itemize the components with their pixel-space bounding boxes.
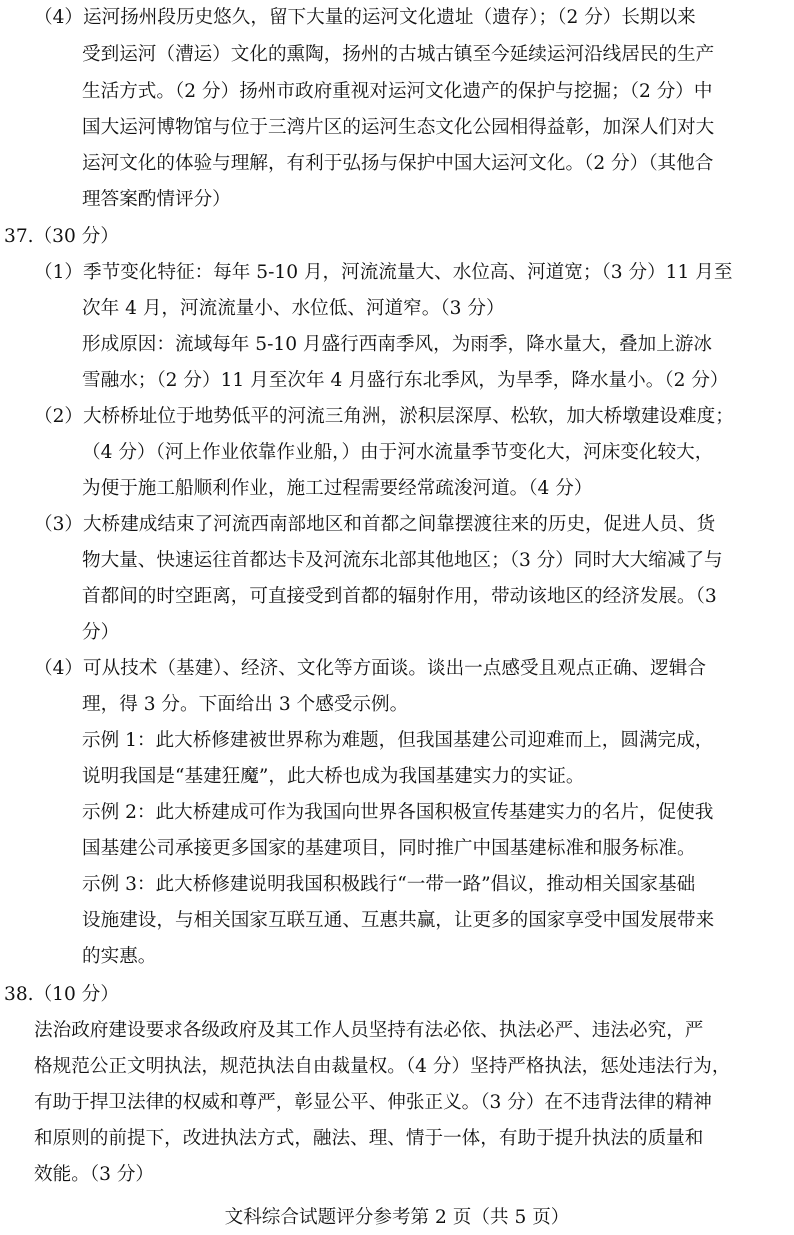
q38-line-1: 法治政府建设要求各级政府及其工作人员坚持有法必依、执法必严、违法必究，严 [34,1020,704,1041]
q37-3-line-1: （3）大桥建成结束了河流西南部地区和首都之间靠摆渡往来的历史，促进人员、货 [34,514,716,535]
q37-3-line-2: 物大量、快速运往首都达卡及河流东北部其他地区；（3 分）同时大大缩减了与 [82,550,723,571]
q37-heading: 37.（30 分） [4,226,119,247]
page-footer: 文科综合试题评分参考第 2 页（共 5 页） [224,1207,570,1228]
q37-2-line-3: 为便于施工船顺利作业，施工过程需要经常疏浚河道。（4 分） [82,478,593,499]
q37-1-line-1: （1）季节变化特征：每年 5-10 月，河流流量大、水位高、河道宽；（3 分）11 月至 [34,262,733,283]
q37-3-line-4: 分） [82,622,120,643]
q36-4-line-3: 生活方式。（2 分）扬州市政府重视对运河文化遗产的保护与挖掘；（2 分）中 [82,81,713,102]
q36-4-line-1: （4）运河扬州段历史悠久，留下大量的运河文化遗址（遗存）；（2 分）长期以来 [34,7,696,28]
q37-1-line-4: 雪融水；（2 分）11 月至次年 4 月盛行东北季风，为旱季，降水量小。（2 分） [82,370,729,391]
q36-4-line-4: 国大运河博物馆与位于三湾片区的运河生态文化公园相得益彰，加深人们对大 [82,117,715,138]
q36-4-line-6: 理答案酌情评分） [82,189,231,210]
q37-2-line-1: （2）大桥桥址位于地势低平的河流三角洲，淤积层深厚、松软，加大桥墩建设难度； [34,406,734,427]
q37-2-line-2: （4 分）（河上作业依靠作业船，）由于河水流量季节变化大，河床变化较大， [82,442,714,463]
q37-4-example-1-line-2: 说明我国是“基建狂魔”，此大桥也成为我国基建实力的实证。 [82,766,585,787]
q37-1-line-2: 次年 4 月，河流流量小、水位低、河道窄。（3 分） [82,298,505,319]
q38-line-4: 和原则的前提下，改进执法方式，融法、理、情于一体，有助于提升执法的质量和 [34,1128,704,1149]
q37-1-line-3: 形成原因：流域每年 5-10 月盛行西南季风，为雨季，降水量大，叠加上游冰 [82,334,713,355]
q38-heading: 38.（10 分） [4,984,119,1005]
q37-4-example-2-line-1: 示例 2：此大桥建成可作为我国向世界各国积极宣传基建实力的名片，促使我 [82,802,714,823]
q37-4-line-1: （4）可从技术（基建）、经济、文化等方面谈。谈出一点感受且观点正确、逻辑合 [34,658,706,679]
q36-4-line-5: 运河文化的体验与理解，有利于弘扬与保护中国大运河文化。（2 分）（其他合 [82,153,714,174]
q38-line-5: 效能。（3 分） [34,1164,155,1185]
q38-line-2: 格规范公正文明执法，规范执法自由裁量权。（4 分）坚持严格执法，惩处违法行为， [34,1056,731,1077]
q37-4-example-3-line-2: 设施建设，与相关国家互联互通、互惠共赢，让更多的国家享受中国发展带来 [82,910,715,931]
q37-3-line-3: 首都间的时空距离，可直接受到首都的辐射作用，带动该地区的经济发展。（3 [82,586,717,607]
q37-4-example-3-line-3: 的实惠。 [82,946,157,967]
q37-4-example-1-line-1: 示例 1：此大桥修建被世界称为难题，但我国基建公司迎难而上，圆满完成， [82,730,714,751]
q37-4-example-3-line-1: 示例 3：此大桥修建说明我国积极践行“一带一路”倡议，推动相关国家基础 [82,874,696,895]
q37-4-example-2-line-2: 国基建公司承接更多国家的基建项目，同时推广中国基建标准和服务标准。 [82,838,696,859]
q37-4-line-2: 理，得 3 分。下面给出 3 个感受示例。 [82,694,409,715]
q36-4-line-2: 受到运河（漕运）文化的熏陶，扬州的古城古镇至今延续运河沿线居民的生产 [82,44,715,65]
q38-line-3: 有助于捍卫法律的权威和尊严，彰显公平、伸张正义。（3 分）在不违背法律的精神 [34,1092,712,1113]
